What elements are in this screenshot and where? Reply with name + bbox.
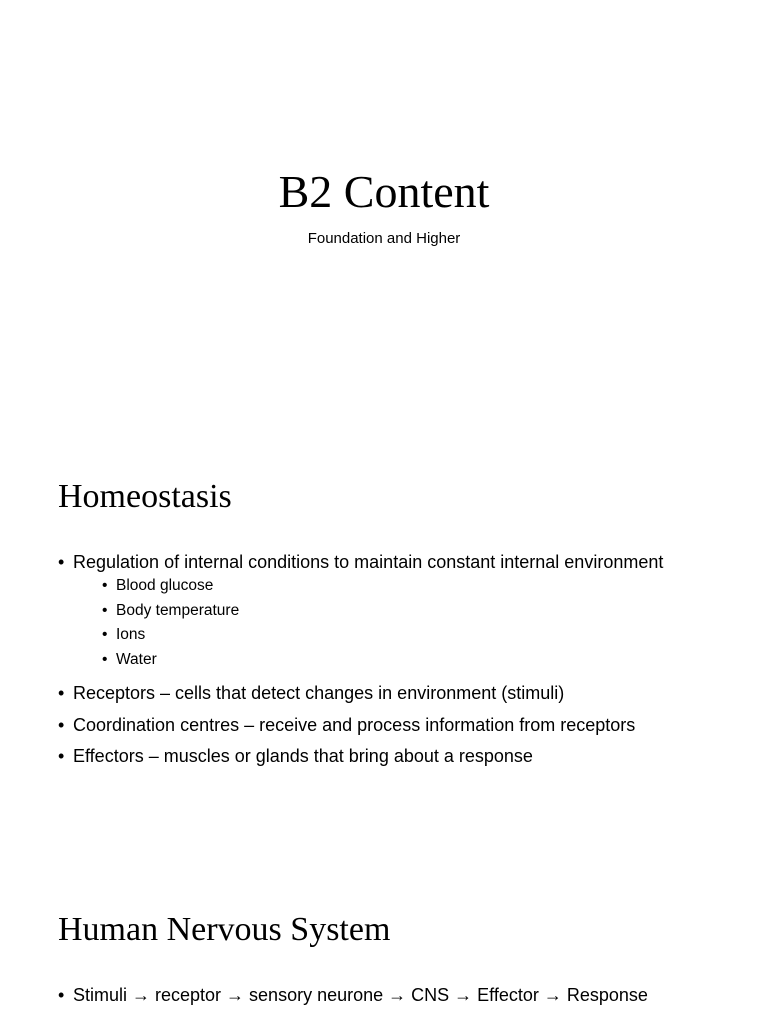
bullet-item xyxy=(58,550,738,672)
slide-heading: Homeostasis xyxy=(58,478,232,515)
spacer xyxy=(58,672,738,681)
sub-bullet-item: • Water xyxy=(73,648,738,673)
bullet-text: Regulation of internal conditions to maintain constant internal environment xyxy=(73,552,664,572)
sub-bullet-item: • Ions xyxy=(73,623,738,648)
bullet-item: • Coordination centres – receive and process information from receptors xyxy=(58,713,738,737)
sub-bullet-list xyxy=(73,574,738,672)
slide-heading: Human Nervous System xyxy=(58,911,391,948)
bullet-list xyxy=(58,983,648,1007)
bullet-item: • Receptors – cells that detect changes in environment (stimuli) xyxy=(58,681,738,705)
slide-subtitle: Foundation and Higher xyxy=(307,230,461,247)
sub-bullet-item: • Blood glucose xyxy=(73,574,738,599)
slide-title: B2 Content xyxy=(278,166,490,217)
bullet-item: • Effectors – muscles or glands that bring about a response xyxy=(58,744,738,768)
sub-bullet-item: • Body temperature xyxy=(73,599,738,624)
bullet-list xyxy=(58,550,738,768)
bullet-item: • Stimuli → receptor → sensory neurone → CNS → Effector → Response xyxy=(58,983,648,1007)
